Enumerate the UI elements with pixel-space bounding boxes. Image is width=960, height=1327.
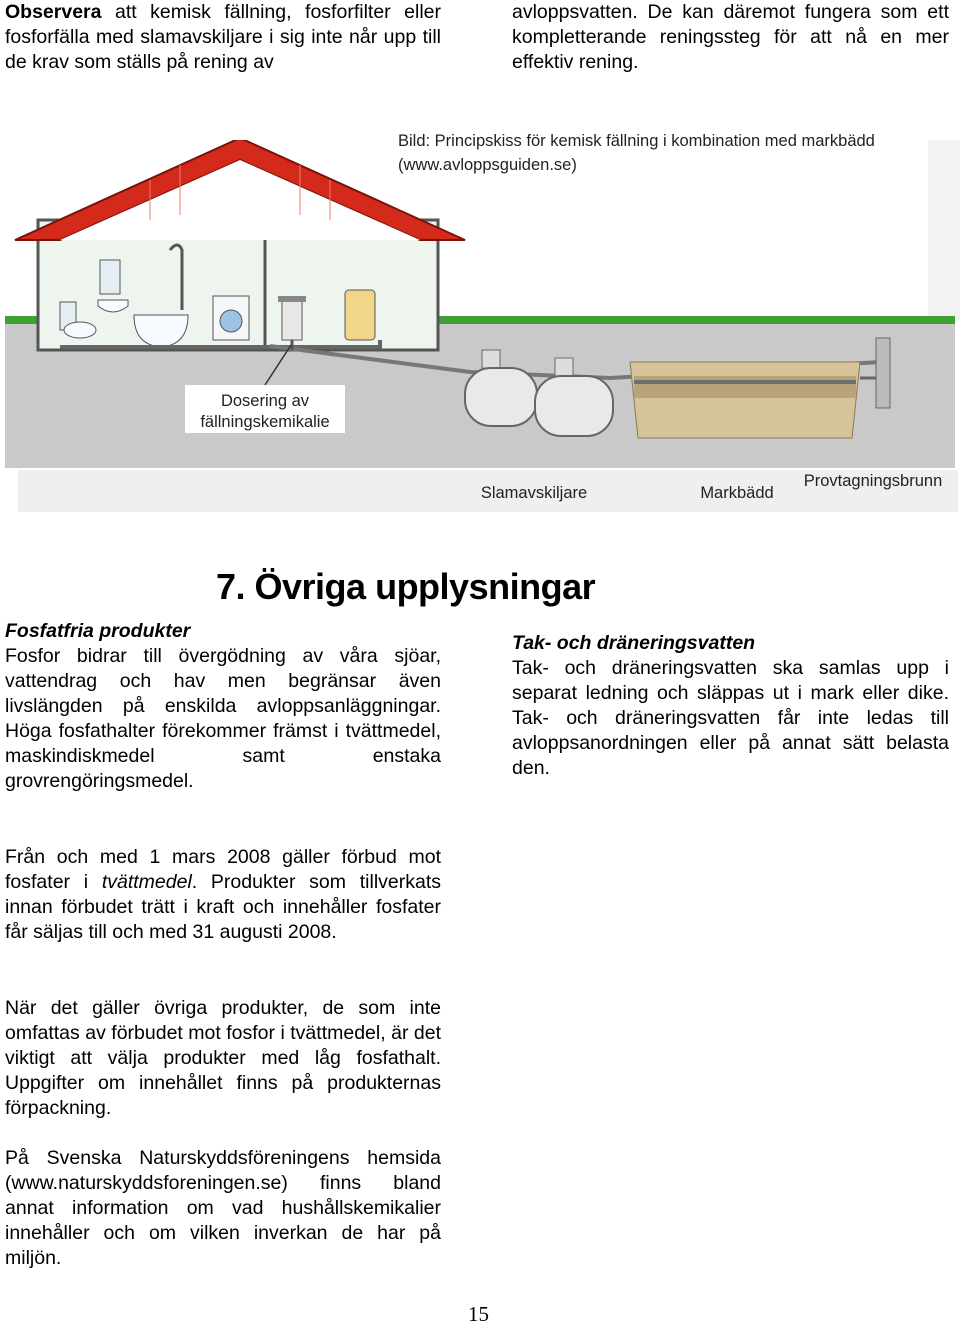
fosfat-heading: Fosfatfria produkter bbox=[5, 620, 191, 642]
fosfat-p2-text-a: Från och med 1 mars 2008 gäller förbud mot fosfater i bbox=[5, 846, 441, 893]
fosfat-p2-italic: tvättmedel bbox=[101, 871, 192, 893]
dosing-label-line2: fällningskemikalie bbox=[200, 413, 330, 431]
dosing-unit-icon bbox=[278, 296, 306, 340]
washing-machine-icon bbox=[213, 296, 249, 340]
label-slamavskiljare: Slamavskiljare bbox=[480, 484, 588, 502]
water-heater-icon bbox=[345, 290, 375, 340]
fosfat-p2-text-b: . Produkter som tillverkats innan förbudet trätt i kraft och innehåller fosfater får säljas till och med 31 augusti 2008. bbox=[5, 871, 441, 943]
intro-right-paragraph: avloppsvatten. De kan däremot fungera som ett kompletterande reningssteg för att nå en mer effektiv rening. bbox=[512, 1, 949, 73]
observera-label: Observera bbox=[5, 1, 102, 23]
figure-caption: Bild: Principskiss för kemisk fällning i kombination med markbädd (www.avloppsguiden.se) bbox=[398, 132, 875, 174]
tak-paragraph-1: Tak- och dräneringsvatten ska samlas upp i separat ledning och släppas ut i mark eller dike. Tak- och dräneringsvatten får inte ledas till avloppsanordningen eller på annat sätt belasta den. bbox=[512, 657, 949, 779]
background-panel bbox=[928, 140, 960, 320]
fosfat-paragraph-3: När det gäller övriga produkter, de som inte omfattas av förbudet mot fosfor i tvättmedel, är det viktigt att välja produkter med låg fosfathalt. Uppgifter om innehållet finns på produkternas förpackning. bbox=[5, 997, 441, 1119]
wastewater-diagram bbox=[0, 140, 960, 520]
fosfat-paragraph-2 bbox=[5, 845, 441, 945]
tak-heading: Tak- och dräneringsvatten bbox=[512, 632, 756, 654]
page-number: 15 bbox=[468, 1302, 489, 1326]
fosfat-paragraph-1: Fosfor bidrar till övergödning av våra sjöar, vattendrag och hav men begränsar även livslängden på enskilda avloppsanläggningar. Höga fosfathalter förekommer främst i tvättmedel, maskindiskmedel samt enstaka grovrengöringsmedel. bbox=[5, 645, 441, 792]
label-provtagningsbrunn: Provtagningsbrunn bbox=[803, 472, 943, 490]
fosfat-paragraph-4: På Svenska Naturskyddsföreningens hemsida (www.naturskyddsforeningen.se) finns bland annat information om vad hushållskemikalier innehåller och om vilken inverkan de har på miljön. bbox=[5, 1147, 441, 1269]
sand-filter-bed bbox=[630, 362, 860, 438]
intro-left-text: att kemisk fällning, fosforfilter eller fosforfälla med slamavskiljare i sig inte når upp till de krav som ställs på rening av bbox=[5, 1, 441, 73]
intro-left-paragraph bbox=[5, 0, 441, 75]
section-heading: 7. Övriga upplysningar bbox=[216, 566, 596, 607]
dosing-label-line1: Dosering av bbox=[220, 392, 310, 410]
label-markbadd: Markbädd bbox=[700, 484, 774, 502]
